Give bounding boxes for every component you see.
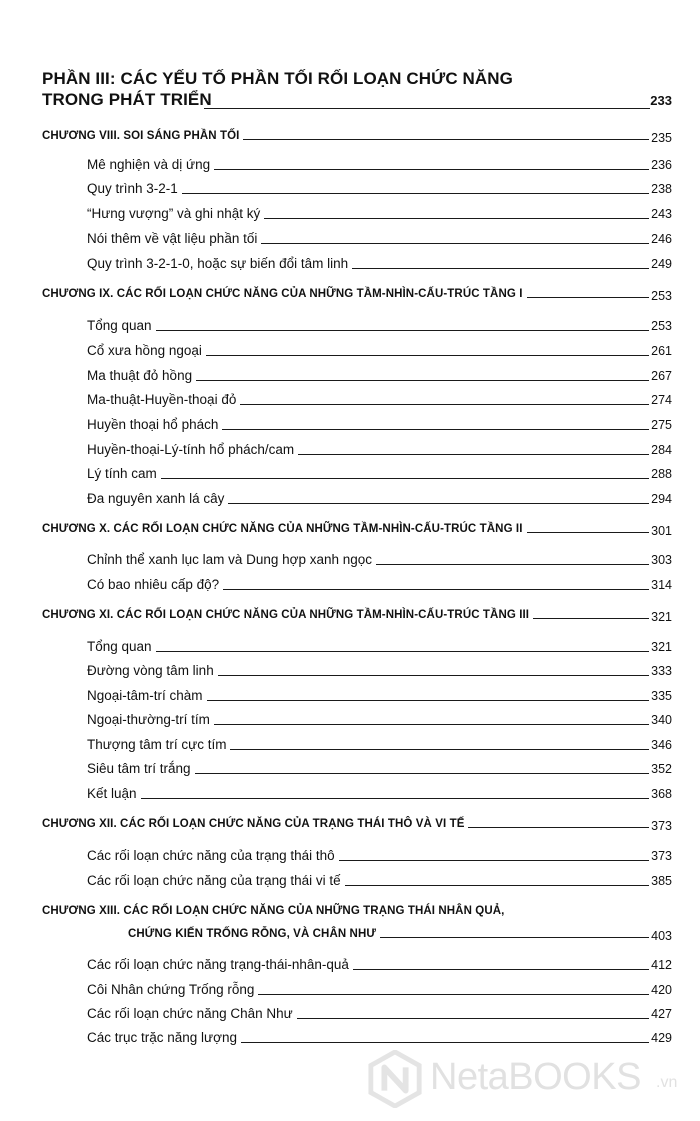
toc-label: Đường vòng tâm linh <box>87 663 214 678</box>
toc-entry <box>0 786 700 808</box>
toc-page-number: 427 <box>651 1007 672 1021</box>
toc-label: CHƯƠNG XIII. CÁC RỐI LOẠN CHỨC NĂNG CỦA NHỮNG TRẠNG THÁI NHÂN QUẢ, <box>42 905 505 917</box>
toc-label: Quy trình 3-2-1-0, hoặc sự biến đổi tâm linh <box>87 256 349 271</box>
toc-leader-line <box>182 193 649 194</box>
part-leader <box>204 108 650 109</box>
toc-entry <box>0 466 700 488</box>
toc-label: Các rối loạn chức năng của trạng thái vi tế <box>87 873 341 888</box>
toc-label: Tổng quan <box>87 318 152 333</box>
toc-entry <box>0 491 700 513</box>
netabooks-logo-icon <box>366 1050 424 1108</box>
toc-label: Nói thêm về vật liệu phần tối <box>87 231 258 246</box>
toc-entry <box>0 442 700 464</box>
toc-label: Thượng tâm trí cực tím <box>87 737 227 752</box>
toc-entry <box>0 417 700 439</box>
toc-leader-line <box>207 700 649 701</box>
toc-page-number: 373 <box>651 849 672 863</box>
toc-page-number: 412 <box>651 958 672 972</box>
toc-label: Ngoại-thường-trí tím <box>87 712 210 727</box>
toc-chapter <box>0 130 700 152</box>
toc-page-number: 429 <box>651 1031 672 1045</box>
toc-leader-line <box>230 749 649 750</box>
toc-label: CHƯƠNG XII. CÁC RỐI LOẠN CHỨC NĂNG CỦA TRẠNG THÁI THÔ VÀ VI TẾ <box>42 818 465 830</box>
toc-leader-line <box>156 330 649 331</box>
toc-entry <box>0 873 700 895</box>
watermark-suffix: .vn <box>656 1074 678 1091</box>
toc-label: Huyền thoại hổ phách <box>87 417 219 432</box>
toc-page-number: 235 <box>651 131 672 145</box>
toc-entry <box>0 1006 700 1028</box>
toc-leader-line <box>339 860 649 861</box>
toc-entry <box>0 982 700 1004</box>
toc-leader-line <box>196 380 649 381</box>
toc-page-number: 294 <box>651 492 672 506</box>
toc-leader-line <box>533 618 649 619</box>
toc-chapter <box>0 288 700 310</box>
toc-page-number: 288 <box>651 467 672 481</box>
toc-leader-line <box>241 1042 649 1043</box>
toc-entry <box>0 577 700 599</box>
toc-label: Ma thuật đỏ hồng <box>87 368 193 383</box>
toc-page-number: 346 <box>651 738 672 752</box>
toc-leader-line <box>352 268 649 269</box>
toc-chapter <box>0 928 700 950</box>
toc-label: Đa nguyên xanh lá cây <box>87 491 225 506</box>
toc-label: Ngoại-tâm-trí chàm <box>87 688 203 703</box>
toc-entry <box>0 231 700 253</box>
toc-label: Các rối loạn chức năng trạng-thái-nhân-quả <box>87 957 349 972</box>
toc-entry <box>0 157 700 179</box>
toc-leader-line <box>468 827 649 828</box>
toc-page-number: 303 <box>651 553 672 567</box>
toc-entry <box>0 639 700 661</box>
toc-entry <box>0 368 700 390</box>
toc-label: Siêu tâm trí trắng <box>87 761 191 776</box>
toc-page-number: 368 <box>651 787 672 801</box>
toc-page-number: 373 <box>651 819 672 833</box>
toc-leader-line <box>243 139 649 140</box>
toc-page-number: 301 <box>651 524 672 538</box>
toc-entry <box>0 552 700 574</box>
toc-label: Lý tính cam <box>87 466 157 481</box>
toc-page-number: 246 <box>651 232 672 246</box>
toc-label: CHỨNG KIẾN TRỐNG RỖNG, VÀ CHÂN NHƯ <box>128 928 377 940</box>
toc-page-number: 385 <box>651 874 672 888</box>
toc-page-number: 314 <box>651 578 672 592</box>
toc-page-number: 340 <box>651 713 672 727</box>
toc-leader-line <box>240 404 649 405</box>
part-page-number: 233 <box>650 93 672 108</box>
toc-leader-line <box>264 218 649 219</box>
toc-page-number: 243 <box>651 207 672 221</box>
toc-label: Côi Nhân chứng Trống rỗng <box>87 982 255 997</box>
toc-leader-line <box>527 532 649 533</box>
toc-label: “Hưng vượng” và ghi nhật ký <box>87 206 261 221</box>
toc-leader-line <box>222 429 649 430</box>
toc-entry <box>0 206 700 228</box>
toc-entry <box>0 761 700 783</box>
toc-leader-line <box>223 589 649 590</box>
toc-leader-line <box>261 243 649 244</box>
toc-label: Các trục trặc năng lượng <box>87 1030 237 1045</box>
toc-leader-line <box>353 969 649 970</box>
toc-entry <box>0 848 700 870</box>
toc-page-number: 403 <box>651 929 672 943</box>
toc-page-number: 267 <box>651 369 672 383</box>
part-title-line-2: TRONG PHÁT TRIỂN <box>42 90 212 109</box>
toc-chapter <box>0 523 700 545</box>
toc-label: Mê nghiện và dị ứng <box>87 157 211 172</box>
toc-page-number: 253 <box>651 289 672 303</box>
toc-leader-line <box>141 798 649 799</box>
toc-entry <box>0 712 700 734</box>
toc-leader-line <box>298 454 649 455</box>
toc-page-number: 238 <box>651 182 672 196</box>
toc-label: CHƯƠNG IX. CÁC RỐI LOẠN CHỨC NĂNG CỦA NHỮNG TẦM-NHÌN-CẤU-TRÚC TẦNG I <box>42 288 523 300</box>
toc-leader-line <box>156 651 649 652</box>
toc-label: Các rối loạn chức năng của trạng thái thô <box>87 848 335 863</box>
toc-label: CHƯƠNG XI. CÁC RỐI LOẠN CHỨC NĂNG CỦA NHỮNG TẦM-NHÌN-CẤU-TRÚC TẦNG III <box>42 609 530 621</box>
toc-entry <box>0 256 700 278</box>
toc-label: Kết luận <box>87 786 137 801</box>
toc-leader-line <box>297 1018 649 1019</box>
toc-page-number: 321 <box>651 610 672 624</box>
toc-entry <box>0 181 700 203</box>
toc-page-number: 352 <box>651 762 672 776</box>
toc-page-number: 335 <box>651 689 672 703</box>
toc-label: Tổng quan <box>87 639 152 654</box>
toc-label: Ma-thuật-Huyền-thoại đỏ <box>87 392 237 407</box>
toc-page-number: 284 <box>651 443 672 457</box>
toc-page-number: 236 <box>651 158 672 172</box>
toc-entry <box>0 957 700 979</box>
part-title-line-1: PHẦN III: CÁC YẾU TỐ PHẦN TỐI RỐI LOẠN CHỨC NĂNG <box>42 69 513 88</box>
part-title <box>42 68 602 110</box>
toc-page-number: 275 <box>651 418 672 432</box>
toc-label: Các rối loạn chức năng Chân Như <box>87 1006 293 1021</box>
toc-leader-line <box>258 994 649 995</box>
toc-page-number: 253 <box>651 319 672 333</box>
toc-chapter <box>0 905 700 927</box>
watermark-brand: NetaBOOKS <box>430 1056 641 1098</box>
toc-entry <box>0 663 700 685</box>
toc-leader-line <box>527 297 649 298</box>
toc-page-number: 420 <box>651 983 672 997</box>
toc-entry <box>0 392 700 414</box>
toc-leader-line <box>206 355 649 356</box>
toc-chapter <box>0 609 700 631</box>
toc-label: Cổ xưa hồng ngoại <box>87 343 202 358</box>
toc-chapter <box>0 818 700 840</box>
toc-leader-line <box>214 724 649 725</box>
toc-label: CHƯƠNG VIII. SOI SÁNG PHẦN TỐI <box>42 130 240 142</box>
toc-entry <box>0 318 700 340</box>
toc-leader-line <box>218 675 649 676</box>
toc-leader-line <box>195 773 649 774</box>
toc-page-number: 274 <box>651 393 672 407</box>
toc-page-number: 249 <box>651 257 672 271</box>
toc-entry <box>0 688 700 710</box>
watermark <box>366 1048 696 1108</box>
toc-leader-line <box>376 564 649 565</box>
toc-leader-line <box>345 885 649 886</box>
toc-entry <box>0 737 700 759</box>
toc-label: Có bao nhiêu cấp độ? <box>87 577 220 592</box>
toc-label: Huyền-thoại-Lý-tính hổ phách/cam <box>87 442 295 457</box>
toc-leader-line <box>214 169 649 170</box>
toc-label: CHƯƠNG X. CÁC RỐI LOẠN CHỨC NĂNG CỦA NHỮNG TẦM-NHÌN-CẤU-TRÚC TẦNG II <box>42 523 523 535</box>
toc-leader-line <box>380 937 649 938</box>
toc-entry <box>0 343 700 365</box>
toc-leader-line <box>161 478 649 479</box>
toc-leader-line <box>228 503 649 504</box>
toc-page-number: 261 <box>651 344 672 358</box>
toc-label: Chỉnh thể xanh lục lam và Dung hợp xanh ngọc <box>87 552 373 567</box>
toc-page-number: 321 <box>651 640 672 654</box>
toc-page-number: 333 <box>651 664 672 678</box>
toc-label: Quy trình 3-2-1 <box>87 181 178 196</box>
